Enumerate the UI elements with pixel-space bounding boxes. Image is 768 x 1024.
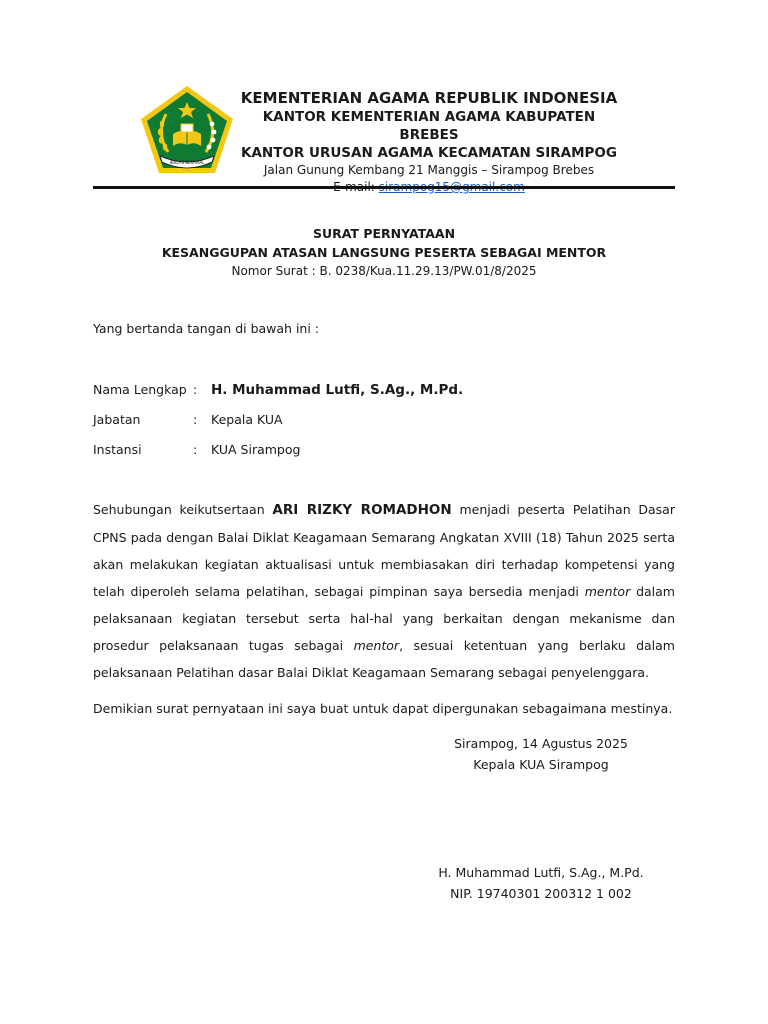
closing-paragraph: Demikian surat pernyataan ini saya buat untuk dapat dipergunakan sebagaimana mestinya.: [93, 701, 673, 716]
letterhead-line-ministry: KEMENTERIAN AGAMA REPUBLIK INDONESIA: [240, 89, 618, 107]
body-paragraph: [93, 496, 675, 686]
letter-body: [93, 496, 675, 722]
body-text: , sesuai ketentuan yang berlaku dalam pelaksanaan Pelatihan dasar Balai Diklat Keagamaan Semarang sebagai penyelenggara.: [93, 638, 675, 680]
letterhead-address: Jalan Gunung Kembang 21 Manggis – Sirampog Brebes: [263, 163, 595, 177]
intro-text: Yang bertanda tangan di bawah ini :: [93, 321, 320, 336]
mentor-term: mentor: [353, 638, 400, 653]
logo-motto: IKHLAS BERAMAL: [169, 160, 205, 165]
identity-label: Nama Lengkap: [93, 382, 187, 397]
body-text: Sehubungan keikutsertaan: [93, 502, 273, 517]
letter-number: Nomor Surat : B. 0238/Kua.11.29.13/PW.01/8/2025: [231, 264, 537, 278]
document-title: [93, 224, 675, 281]
identity-value: Kepala KUA: [211, 412, 283, 427]
letterhead-divider: [93, 186, 675, 189]
ministry-logo: [138, 84, 236, 176]
letterhead-line-regency-office: KANTOR KEMENTERIAN AGAMA KABUPATEN BREBES: [262, 109, 596, 143]
body-text: menjadi peserta Pelatihan Dasar CPNS pada dengan Balai Diklat Keagamaan Semarang Angkatan XVIII (18) Tahun 2025 serta akan melakukan kegiatan aktualisasi untuk membiasakan diri terhadap kompetensi yang telah diperoleh selama pelatihan, sebagai pimpinan saya bersedia menjadi: [93, 502, 675, 599]
identity-colon: :: [193, 412, 198, 427]
identity-colon: :: [193, 382, 198, 397]
body-text: dalam pelaksanaan kegiatan tersebut serta hal-hal yang berkaitan dengan mekanisme dan prosedur pelaksanaan tugas sebagai: [93, 584, 675, 653]
signatory-name: H. Muhammad Lutfi, S.Ag., M.Pd.: [438, 865, 644, 880]
place-date: Sirampog, 14 Agustus 2025: [454, 736, 628, 751]
mentor-term: mentor: [584, 584, 631, 599]
title-line-1: SURAT PERNYATAAN: [312, 226, 456, 241]
signature-block: [412, 862, 670, 904]
identity-value: KUA Sirampog: [211, 442, 301, 457]
letterhead: [240, 88, 618, 196]
identity-label: Instansi: [93, 442, 142, 457]
title-line-2: KESANGGUPAN ATASAN LANGSUNG PESERTA SEBAGAI MENTOR: [161, 245, 607, 260]
identity-value: H. Muhammad Lutfi, S.Ag., M.Pd.: [211, 382, 464, 398]
participant-name: ARI RIZKY ROMADHON: [272, 502, 452, 518]
signature-header: [412, 733, 670, 775]
letterhead-line-kua: KANTOR URUSAN AGAMA KECAMATAN SIRAMPOG: [241, 145, 617, 161]
identity-label: Jabatan: [93, 412, 141, 427]
identity-colon: :: [193, 442, 198, 457]
signatory-nip: NIP. 19740301 200312 1 002: [450, 886, 632, 901]
signatory-position: Kepala KUA Sirampog: [473, 757, 609, 772]
